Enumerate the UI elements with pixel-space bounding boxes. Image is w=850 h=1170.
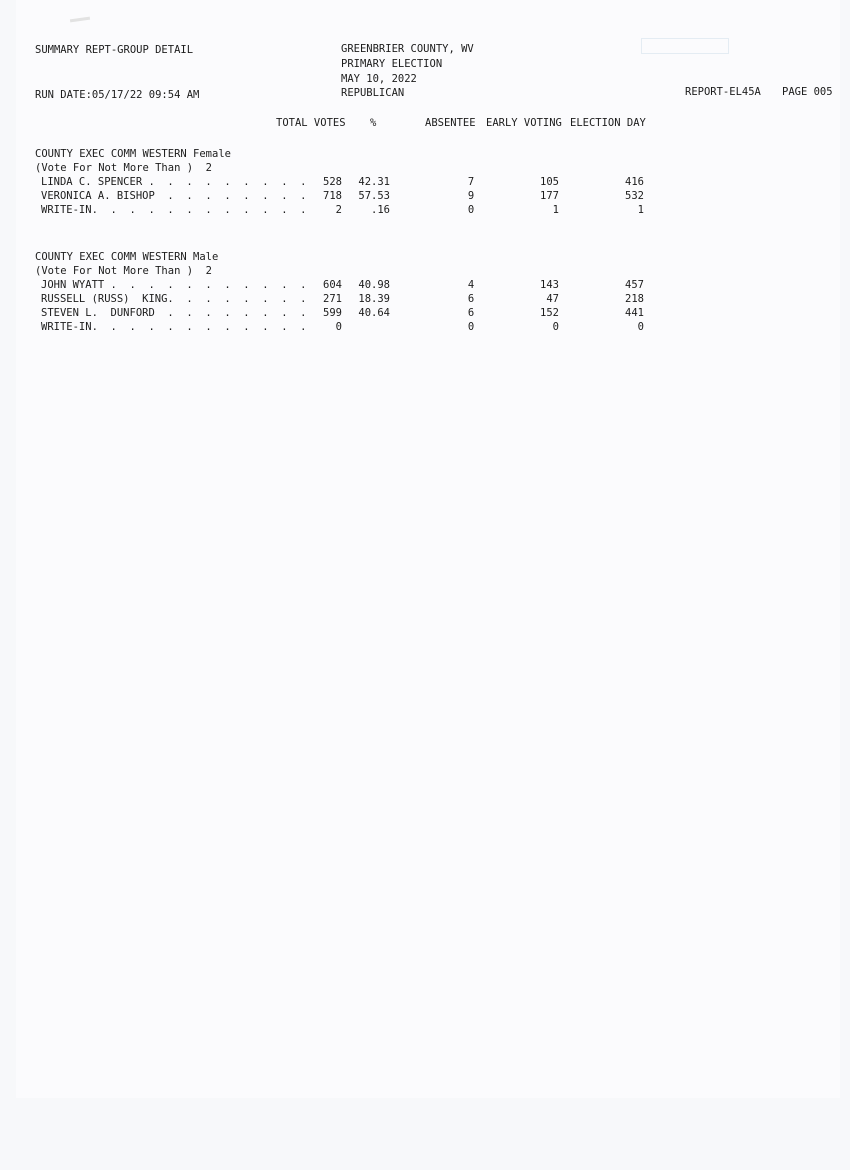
faint-stamp-box xyxy=(641,38,729,54)
candidate-name: STEVEN L. DUNFORD . . . . . . . . xyxy=(41,307,307,319)
candidate-election-day: 457 xyxy=(625,279,644,291)
candidate-early: 47 xyxy=(546,293,559,305)
candidate-absentee: 7 xyxy=(467,176,475,188)
candidate-total: 604 xyxy=(323,279,342,291)
vote-for-instruction: (Vote For Not More Than ) 2 xyxy=(35,162,213,174)
candidate-absentee: 6 xyxy=(467,307,475,319)
candidate-name: WRITE-IN. . . . . . . . . . . . xyxy=(41,204,307,216)
candidate-name: RUSSELL (RUSS) KING. . . . . . . . xyxy=(41,293,307,305)
candidate-percent: 40.64 xyxy=(358,307,390,319)
candidate-total: 599 xyxy=(323,307,342,319)
candidate-percent: 18.39 xyxy=(358,293,390,305)
party-name: REPUBLICAN xyxy=(341,87,405,99)
candidate-name: JOHN WYATT . . . . . . . . . . . xyxy=(41,279,307,291)
vote-for-instruction: (Vote For Not More Than ) 2 xyxy=(35,265,213,277)
candidate-early: 143 xyxy=(540,279,559,291)
candidate-election-day: 218 xyxy=(625,293,644,305)
candidate-election-day: 1 xyxy=(637,204,644,216)
candidate-early: 152 xyxy=(540,307,559,319)
report-id: REPORT-EL45A xyxy=(685,86,761,98)
candidate-election-day: 0 xyxy=(637,321,644,333)
page-number: PAGE 005 xyxy=(782,86,833,98)
candidate-election-day: 441 xyxy=(625,307,644,319)
candidate-early: 105 xyxy=(540,176,559,188)
candidate-total: 0 xyxy=(335,321,342,333)
candidate-name: VERONICA A. BISHOP . . . . . . . . xyxy=(41,190,307,202)
candidate-absentee: 0 xyxy=(467,321,475,333)
col-percent: % xyxy=(370,117,377,129)
candidate-percent: 40.98 xyxy=(358,279,390,291)
contest-title: COUNTY EXEC COMM WESTERN Male xyxy=(35,251,219,263)
candidate-absentee: 0 xyxy=(467,204,475,216)
election-name: PRIMARY ELECTION xyxy=(341,58,443,70)
col-total-votes: TOTAL VOTES xyxy=(276,117,346,129)
col-election-day: ELECTION DAY xyxy=(570,117,646,129)
candidate-absentee: 9 xyxy=(467,190,475,202)
candidate-percent: 57.53 xyxy=(358,190,390,202)
candidate-election-day: 416 xyxy=(625,176,644,188)
col-absentee: ABSENTEE xyxy=(425,117,476,129)
candidate-percent: 42.31 xyxy=(358,176,390,188)
candidate-early: 1 xyxy=(552,204,559,216)
candidate-total: 718 xyxy=(323,190,342,202)
candidate-name: LINDA C. SPENCER . . . . . . . . . xyxy=(41,176,307,188)
candidate-total: 528 xyxy=(323,176,342,188)
candidate-early: 0 xyxy=(552,321,559,333)
candidate-percent: .16 xyxy=(371,204,390,216)
candidate-absentee: 6 xyxy=(467,293,475,305)
candidate-absentee: 4 xyxy=(467,279,475,291)
run-date: RUN DATE:05/17/22 09:54 AM xyxy=(35,89,200,101)
report-title: SUMMARY REPT-GROUP DETAIL xyxy=(35,44,194,56)
candidate-early: 177 xyxy=(540,190,559,202)
contest-title: COUNTY EXEC COMM WESTERN Female xyxy=(35,148,231,160)
county-name: GREENBRIER COUNTY, WV xyxy=(341,43,474,55)
candidate-total: 271 xyxy=(323,293,342,305)
election-date: MAY 10, 2022 xyxy=(341,73,417,85)
col-early-voting: EARLY VOTING xyxy=(486,117,562,129)
candidate-election-day: 532 xyxy=(625,190,644,202)
candidate-name: WRITE-IN. . . . . . . . . . . . xyxy=(41,321,307,333)
candidate-total: 2 xyxy=(335,204,342,216)
